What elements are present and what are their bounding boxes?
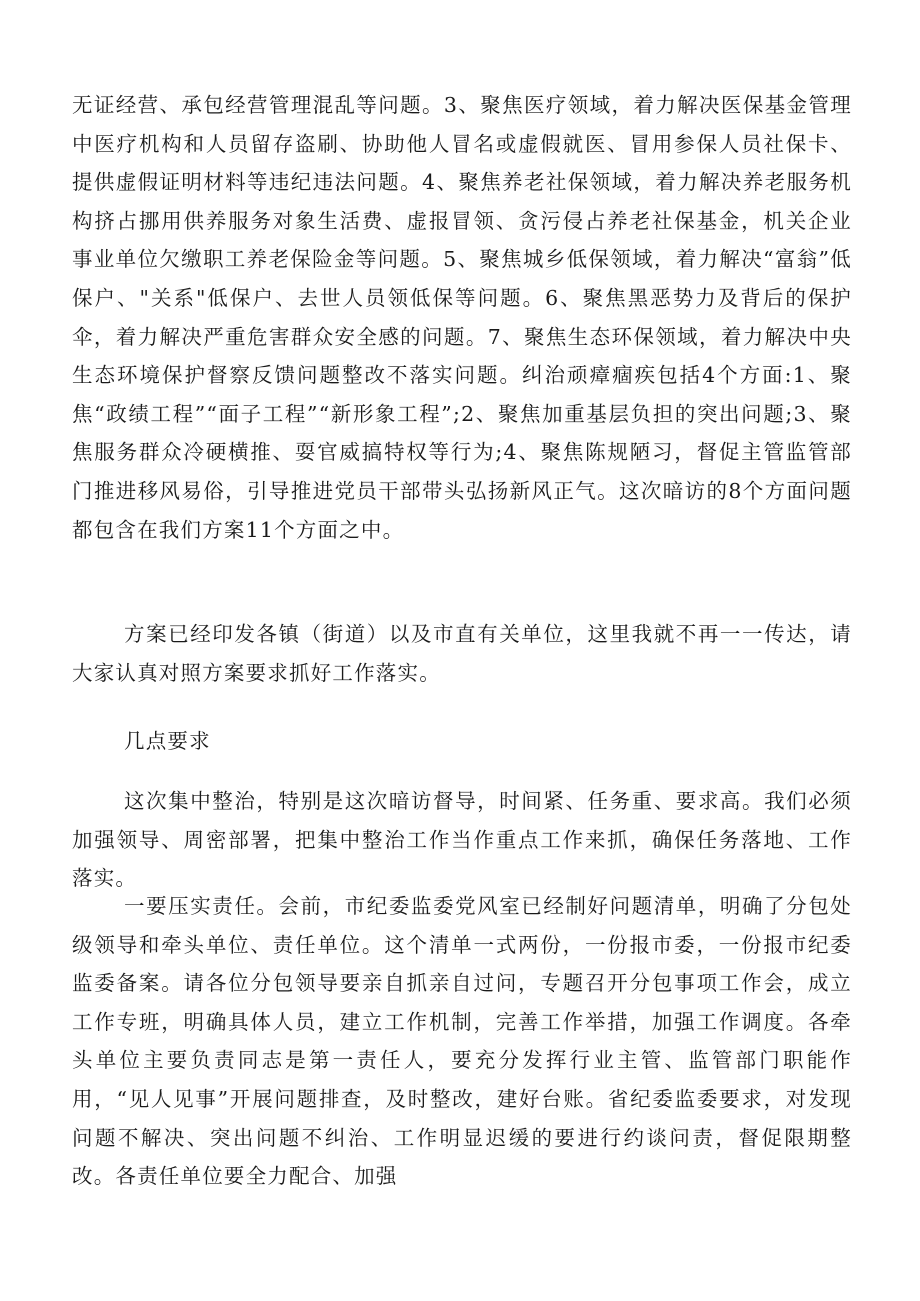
paragraph-plan-issued: 方案已经印发各镇（街道）以及市直有关单位，这里我就不再一一传达，请大家认真对照方案要求抓好工作落实。 (72, 622, 852, 685)
paragraph-rectification-areas: 无证经营、承包经营管理混乱等问题。3、聚焦医疗领域，着力解决医保基金管理中医疗机构和人员留存盗刷、协助他人冒名或虚假就医、冒用参保人员社保卡、提供虚假证明材料等违纪违法问题。4、聚焦养老社保领域，着力解决养老服务机构挤占挪用供养服务对象生活费、虚报冒领、贪污侵占养老社保基金，机关企业事业单位欠缴职工养老保险金等问题。5、聚焦城乡低保领域，着力解决“富翁”低保户、"关系"低保户、去世人员领低保等问题。6、聚焦黑恶势力及背后的保护伞，着力解决严重危害群众安全感的问题。7、聚焦生态环保领域，着力解决中央生态环境保护督察反馈问题整改不落实问题。纠治顽瘴痼疾包括4个方面:1、聚焦“政绩工程”“面子工程”“新形象工程”;2、聚焦加重基层负担的突出问题;3、聚焦服务群众冷硬横推、耍官威搞特权等行为;4、聚焦陈规陋习，督促主管监管部门推进移风易俗，引导推进党员干部带头弘扬新风正气。这次暗访的8个方面问题都包含在我们方案11个方面之中。 (72, 93, 852, 542)
section-heading-requirements: 几点要求 (124, 729, 211, 753)
paragraph-responsibility: 一要压实责任。会前，市纪委监委党风室已经制好问题清单，明确了分包处级领导和牵头单位、责任单位。这个清单一式两份，一份报市委，一份报市纪委监委备案。请各位分包领导要亲自抓亲自过问，专题召开分包事项工作会，成立工作专班，明确具体人员，建立工作机制，完善工作举措，加强工作调度。各牵头单位主要负责同志是第一责任人，要充分发挥行业主管、监管部门职能作用，“见人见事”开展问题排查，及时整改，建好台账。省纪委监委要求，对发现问题不解决、突出问题不纠治、工作明显迟缓的要进行约谈问责，督促限期整改。各责任单位要全力配合、加强 (72, 894, 852, 1189)
paragraph-rectification-intro: 这次集中整治，特别是这次暗访督导，时间紧、任务重、要求高。我们必须加强领导、周密部署，把集中整治工作当作重点工作来抓，确保任务落地、工作落实。 (72, 789, 852, 891)
